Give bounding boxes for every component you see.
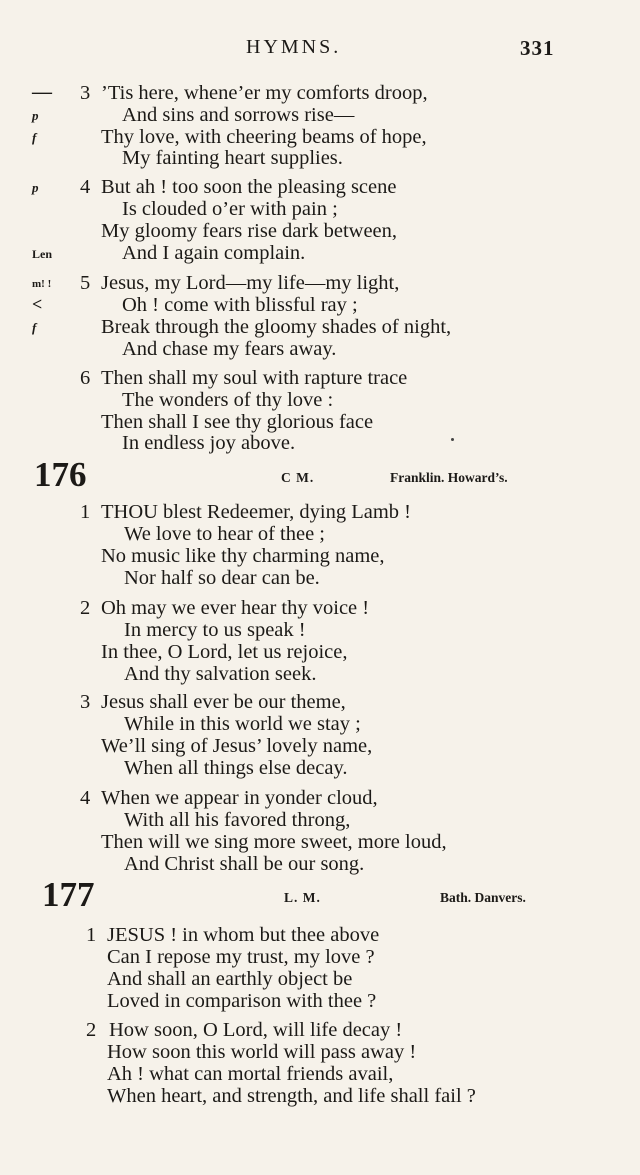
verse-text: When we appear in yonder cloud,: [101, 787, 378, 809]
verse-line: [0, 126, 640, 148]
verse-text: Is clouded o’er with pain ;: [122, 198, 338, 220]
verse-text: And thy salvation seek.: [124, 663, 317, 685]
verse-text: The wonders of thy love :: [122, 389, 334, 411]
verse-line: [0, 1085, 640, 1107]
verse-line: [0, 432, 640, 454]
verse-line: [0, 1019, 640, 1041]
hymn-176-heading: [0, 456, 640, 496]
dynamic-mark: Len: [32, 247, 53, 261]
verse-text: Oh ! come with blissful ray ;: [122, 294, 358, 316]
verse-line: [0, 663, 640, 685]
verse-text: And chase my fears away.: [122, 338, 337, 360]
verse-line: [0, 338, 640, 360]
verse-line: [0, 809, 640, 831]
verse-line: [0, 713, 640, 735]
verse-text: Loved in comparison with thee ?: [107, 990, 377, 1012]
dynamic-mark: p: [32, 108, 39, 123]
verse-text: When all things else decay.: [124, 757, 348, 779]
verse-line: [0, 968, 640, 990]
dynamic-mark: —: [32, 81, 52, 103]
verse-line: [0, 545, 640, 567]
verse-line: [0, 924, 640, 946]
verse-number: 3: [80, 691, 91, 713]
verse-number: 1: [80, 501, 91, 523]
verse-text: And sins and sorrows rise—: [122, 104, 355, 126]
verse-line: [0, 735, 640, 757]
verse-line: [0, 242, 640, 264]
verse-text: Jesus shall ever be our theme,: [101, 691, 346, 713]
verse-line: [0, 619, 640, 641]
verse-text: Oh may we ever hear thy voice !: [101, 597, 370, 619]
hymn-177-heading: [0, 876, 640, 916]
verse-text: When heart, and strength, and life shall fail ?: [107, 1085, 476, 1107]
verse-text: And Christ shall be our song.: [124, 853, 365, 875]
ink-speck: [451, 438, 454, 441]
hymn-meter: L. M.: [284, 890, 321, 905]
hymn-number: 177: [42, 875, 95, 914]
verse-line: [0, 147, 640, 169]
verse-text: Can I repose my trust, my love ?: [107, 946, 375, 968]
verse-line: [0, 597, 640, 619]
verse-line: [0, 104, 640, 126]
verse-text: In mercy to us speak !: [124, 619, 306, 641]
verse-text: ’Tis here, whene’er my comforts droop,: [101, 82, 428, 104]
verse-line: [0, 316, 640, 338]
page-number: 331: [520, 36, 555, 60]
verse-line: [0, 389, 640, 411]
verse-text: While in this world we stay ;: [124, 713, 361, 735]
verse-text: But ah ! too soon the pleasing scene: [101, 176, 397, 198]
verse-text: Then will we sing more sweet, more loud,: [101, 831, 447, 853]
hymn-meter: C M.: [281, 470, 315, 485]
verse-text: JESUS ! in whom but thee above: [107, 924, 380, 946]
verse-line: [0, 501, 640, 523]
verse-line: [0, 757, 640, 779]
verse-line: [0, 272, 640, 294]
verse-line: [0, 990, 640, 1012]
verse-text: We love to hear of thee ;: [124, 523, 325, 545]
verse-text: Break through the gloomy shades of night,: [101, 316, 452, 338]
dynamic-mark: p: [32, 180, 39, 195]
verse-number: 2: [86, 1019, 97, 1041]
tune-names: Franklin. Howard’s.: [390, 470, 508, 485]
verse-line: [0, 294, 640, 316]
verse-line: [0, 176, 640, 198]
verse-text: No music like thy charming name,: [101, 545, 385, 567]
verse-text: In thee, O Lord, let us rejoice,: [101, 641, 348, 663]
verse-line: [0, 82, 640, 104]
verse-text: In endless joy above.: [122, 432, 296, 454]
verse-text: THOU blest Redeemer, dying Lamb !: [101, 501, 412, 523]
verse-number: 6: [80, 367, 91, 389]
verse-text: Jesus, my Lord—my life—my light,: [101, 272, 400, 294]
dynamic-mark: f: [32, 130, 37, 145]
verse-line: [0, 567, 640, 589]
verse-text: Then shall my soul with rapture trace: [101, 367, 408, 389]
verse-line: [0, 523, 640, 545]
verse-text: Thy love, with cheering beams of hope,: [101, 126, 427, 148]
verse-text: Nor half so dear can be.: [124, 567, 320, 589]
hymn-number: 176: [34, 455, 87, 494]
verse-text: My fainting heart supplies.: [122, 147, 343, 169]
verse-number: 1: [86, 924, 97, 946]
verse-line: [0, 946, 640, 968]
verse-line: [0, 198, 640, 220]
verse-number: 4: [80, 787, 91, 809]
verse-line: [0, 641, 640, 663]
verse-number: 3: [80, 82, 91, 104]
verse-number: 5: [80, 272, 91, 294]
verse-text: How soon, O Lord, will life decay !: [109, 1019, 403, 1041]
crescendo-mark: <: [32, 294, 43, 314]
running-title: HYMNS.: [246, 36, 342, 58]
verse-line: [0, 220, 640, 242]
verse-text: Ah ! what can mortal friends avail,: [107, 1063, 394, 1085]
verse-text: My gloomy fears rise dark between,: [101, 220, 398, 242]
verse-text: Then shall I see thy glorious face: [101, 411, 374, 433]
verse-text: How soon this world will pass away !: [107, 1041, 417, 1063]
verse-line: [0, 691, 640, 713]
verse-line: [0, 1041, 640, 1063]
dynamic-mark: f: [32, 320, 37, 335]
verse-line: [0, 367, 640, 389]
page-header: [0, 36, 640, 66]
verse-number: 2: [80, 597, 91, 619]
verse-text: And shall an earthly object be: [107, 968, 353, 990]
verse-line: [0, 1063, 640, 1085]
dynamic-mark: m! !: [32, 278, 52, 290]
verse-line: [0, 831, 640, 853]
verse-line: [0, 411, 640, 433]
verse-text: With all his favored throng,: [124, 809, 351, 831]
tune-names: Bath. Danvers.: [440, 890, 526, 905]
verse-number: 4: [80, 176, 91, 198]
verse-text: And I again complain.: [122, 242, 306, 264]
verse-line: [0, 787, 640, 809]
verse-line: [0, 853, 640, 875]
verse-text: We’ll sing of Jesus’ lovely name,: [101, 735, 373, 757]
